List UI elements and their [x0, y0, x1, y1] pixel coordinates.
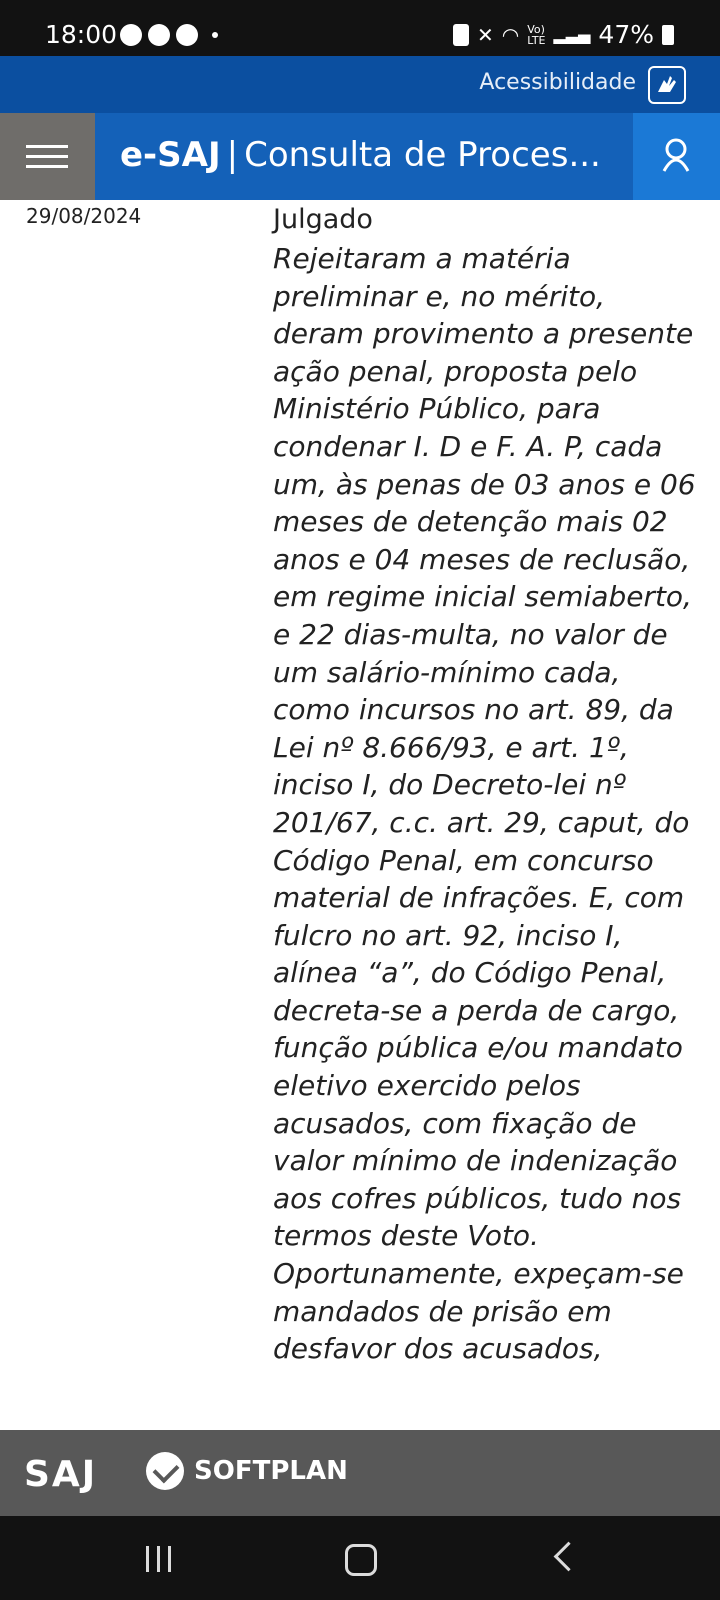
back-button[interactable] — [554, 1542, 584, 1572]
app-header — [0, 113, 720, 200]
softplan-logo — [146, 1452, 348, 1490]
user-icon — [633, 113, 720, 200]
mute-icon: ✕ — [476, 22, 494, 47]
volte-icon: Vo) LTE — [527, 22, 546, 47]
recent-bar-2 — [157, 1546, 160, 1572]
page-title: Consulta de Proces... — [244, 135, 601, 175]
softplan-logo-text: SOFTPLAN — [194, 1456, 348, 1486]
footer — [0, 1430, 720, 1516]
accessibility-bar — [0, 56, 720, 113]
whatsapp-icon — [120, 24, 142, 46]
recent-bar-1 — [146, 1546, 149, 1572]
hand-sign-icon[interactable] — [648, 66, 686, 104]
battery-icon — [662, 25, 674, 45]
more-notifications-dot-icon — [212, 32, 218, 38]
hamburger-icon-bar-3 — [26, 165, 68, 168]
hamburger-icon-bar-2 — [26, 155, 68, 158]
hand-sign-glyph — [650, 68, 684, 102]
recent-bar-3 — [168, 1546, 171, 1572]
system-indicators — [453, 20, 674, 49]
saj-logo: SAJ — [24, 1454, 98, 1495]
user-button[interactable] — [633, 113, 720, 200]
brand-logo: e-SAJ — [120, 135, 221, 175]
softplan-icon — [146, 1452, 184, 1490]
recent-apps-button[interactable] — [146, 1546, 171, 1572]
movement-status: Julgado — [273, 204, 373, 235]
hamburger-icon-bar-1 — [26, 145, 68, 148]
wifi-icon: ◠ — [501, 22, 520, 47]
movement-description: Rejeitaram a matéria preliminar e, no mérito, deram provimento a presente ação penal, proposta pelo Ministério Público, para condenar I. D e F. A. P, cada um, às penas de 03 anos e 06 meses de detenção mais 02 anos e 04 meses de reclusão, em regime inicial semiaberto, e 22 dias-multa, no valor de um salário-mínimo cada, como incursos no art. 89, da Lei nº 8.666/93, e art. 1º, inciso I, do Decreto-lei nº 201/67, c.c. art. 29, caput, do Código Penal, em concurso material de infrações. E, com fulcro no art. 92, inciso I, alínea “a”, do Código Penal, decreta-se a perda de cargo, função pública e/ou mandato eletivo exercido pelos acusados, com fixação de valor mínimo de indenização aos cofres públicos, tudo nos termos deste Voto. Oportunamente, expeçam-se mandados de prisão em desfavor dos acusados, — [273, 242, 696, 1366]
status-time: 18:00 — [45, 20, 118, 49]
android-navigation-bar — [0, 1516, 720, 1600]
messenger-icon — [176, 24, 198, 46]
notification-icons — [120, 24, 218, 46]
info-app-icon — [148, 24, 170, 46]
menu-button[interactable] — [0, 113, 95, 200]
home-button[interactable] — [345, 1544, 377, 1576]
battery-saver-icon — [453, 24, 469, 46]
status-bar — [0, 0, 720, 56]
battery-percentage: 47% — [598, 20, 654, 49]
header-brand — [120, 135, 601, 175]
movement-list — [0, 200, 720, 1430]
signal-icon: ▂▃▄ — [553, 25, 591, 44]
brand-separator: | — [226, 135, 239, 175]
movement-date: 29/08/2024 — [26, 204, 142, 228]
accessibility-link[interactable]: Acessibilidade — [479, 70, 636, 95]
